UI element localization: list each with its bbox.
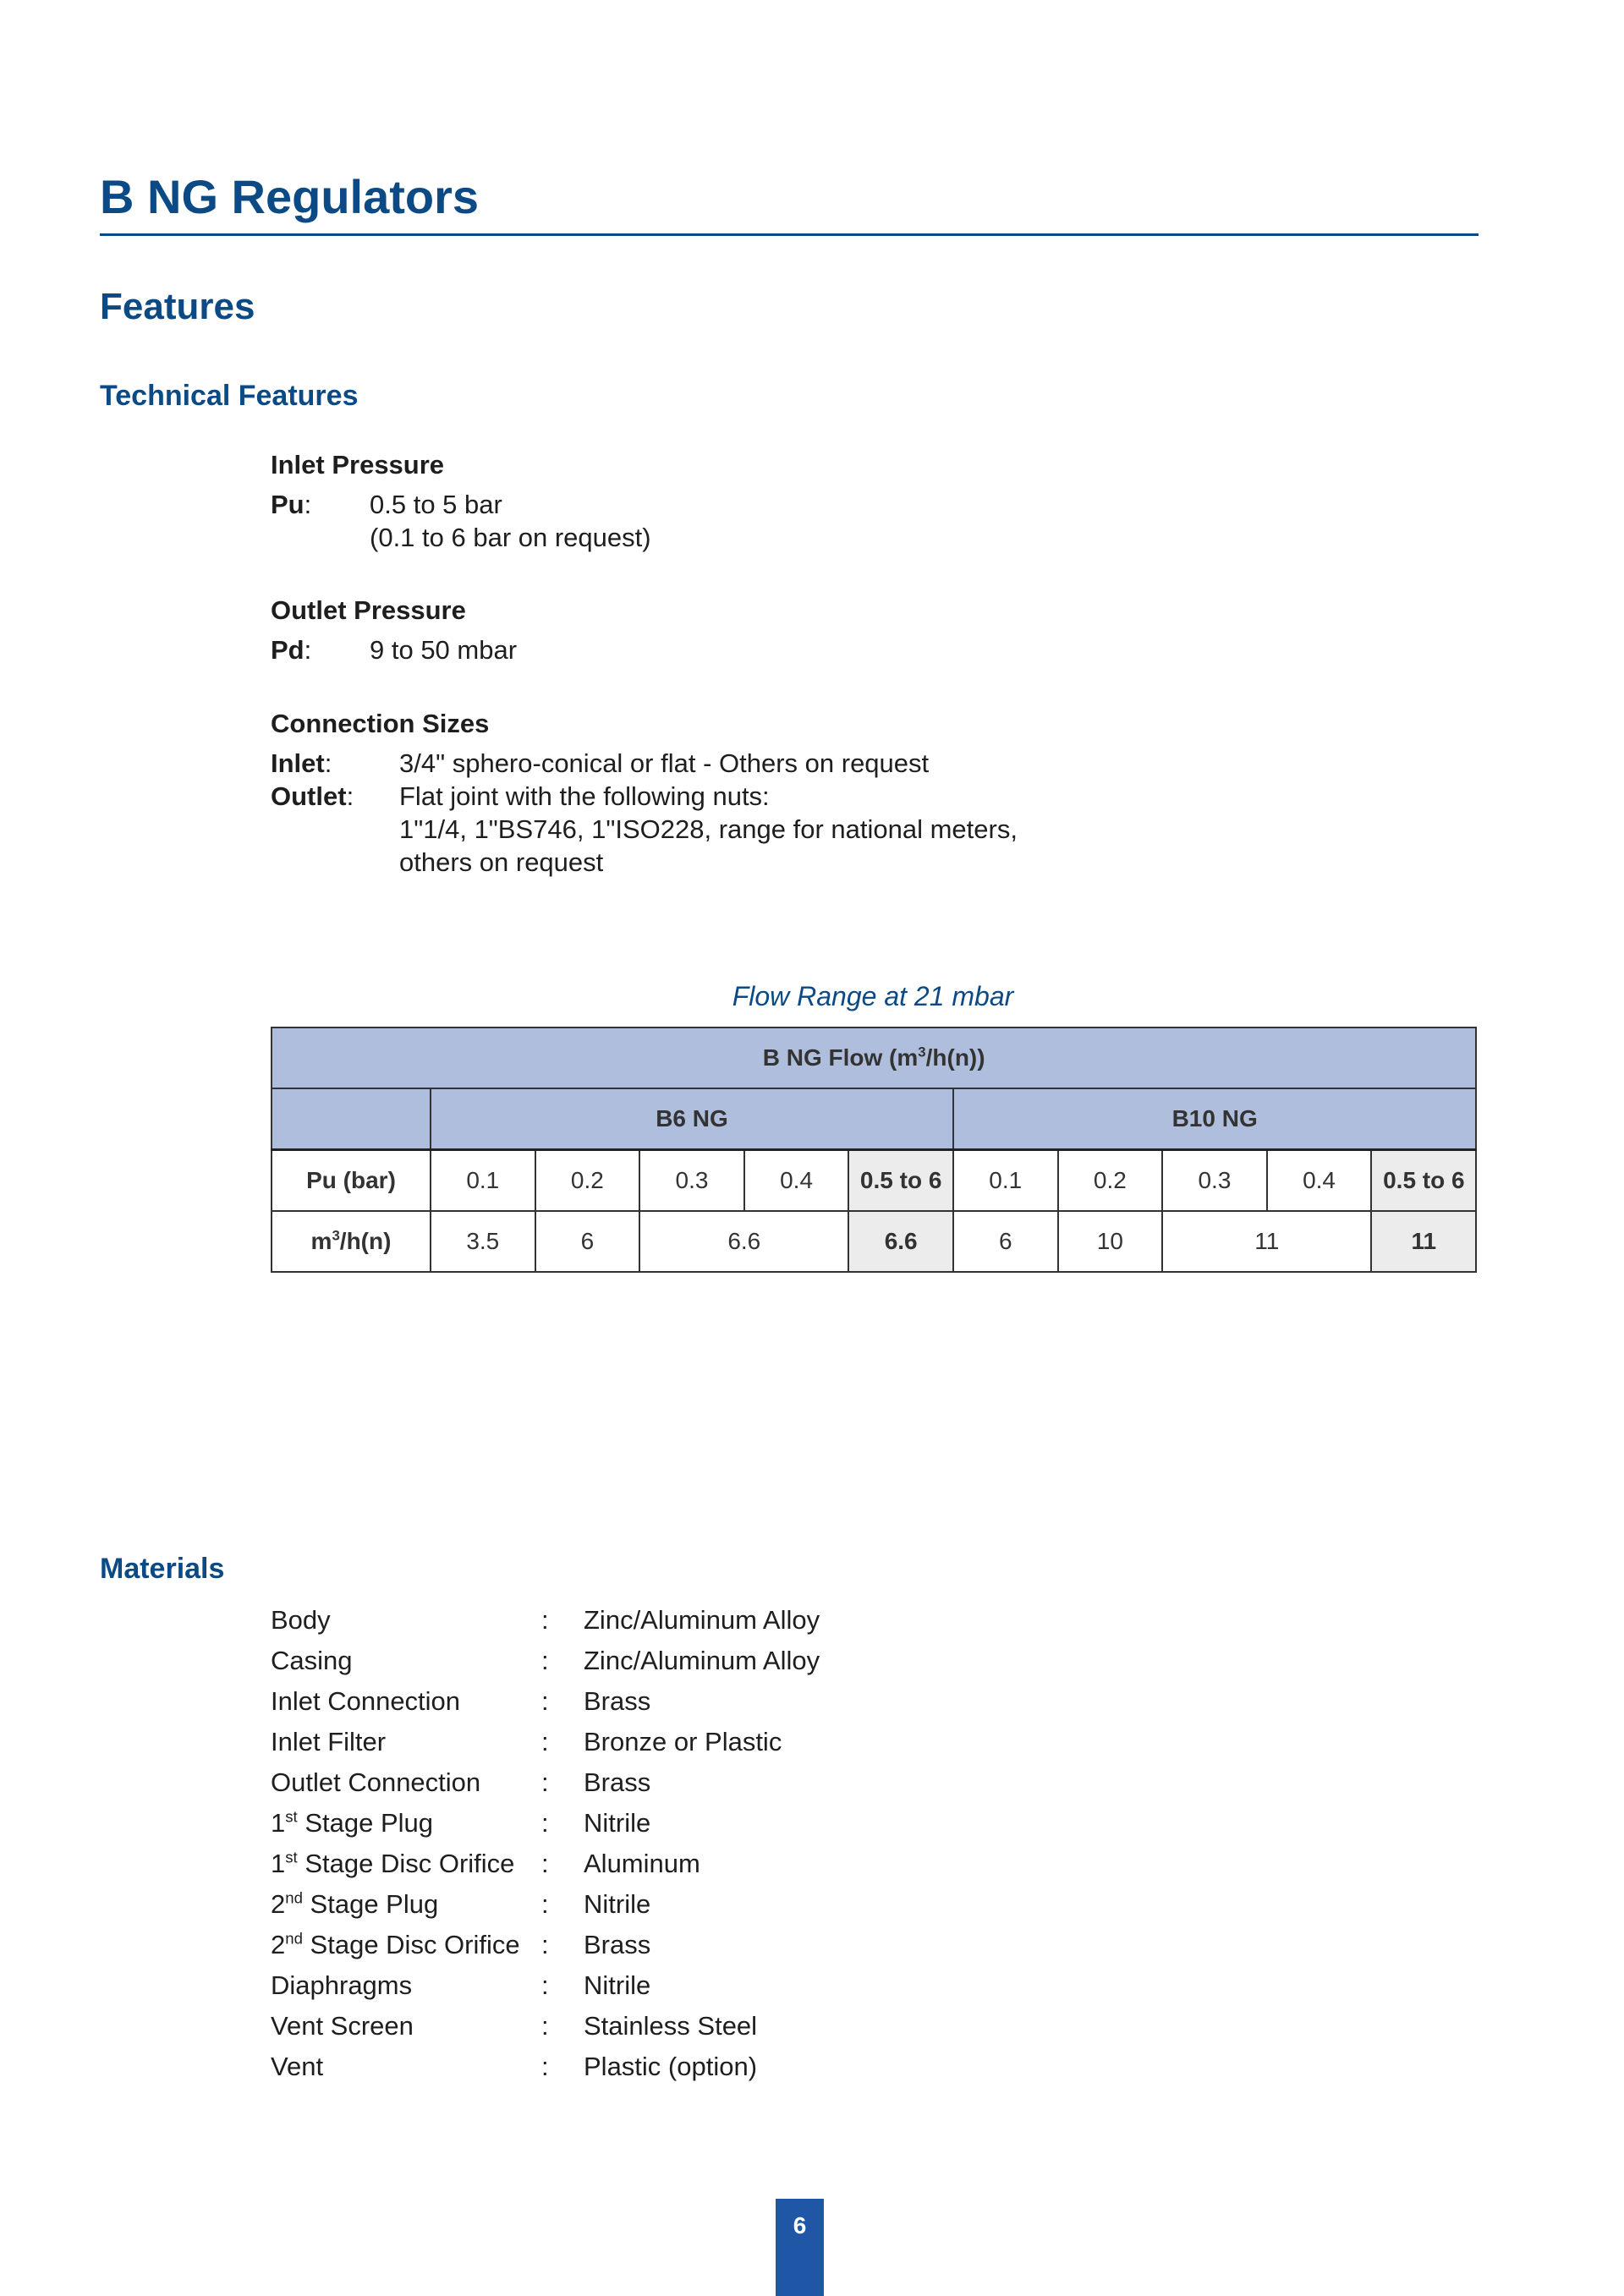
material-label-suffix: Stage Plug [302, 1889, 439, 1919]
material-label [271, 1808, 541, 1838]
material-value: Brass [584, 1930, 651, 1959]
connection-inlet-label-cell [271, 747, 399, 780]
material-colon: : [541, 1605, 549, 1635]
flow-label-prefix: m [310, 1228, 332, 1254]
material-colon: : [541, 2011, 549, 2041]
pu-row-label: Pu (bar) [272, 1150, 431, 1212]
material-label-suffix: Stage Disc Orifice [302, 1930, 520, 1959]
pu-cell: 0.4 [1267, 1150, 1372, 1212]
table-group-row [272, 1088, 1476, 1150]
materials-list [271, 1600, 820, 2087]
material-value: Stainless Steel [584, 2011, 758, 2041]
material-label [271, 2011, 541, 2041]
list-item [271, 1884, 820, 1925]
connection-inlet-value: 3/4" sphero-conical or flat - Others on request [399, 748, 930, 778]
material-value: Zinc/Aluminum Alloy [584, 1605, 820, 1635]
material-colon: : [541, 1970, 549, 2000]
material-label-text: 1 [271, 1849, 286, 1878]
outlet-pressure-block [271, 594, 517, 666]
material-colon: : [541, 2052, 549, 2081]
pu-cell: 0.5 to 6 [1371, 1150, 1476, 1212]
connection-outlet-line3: others on request [399, 847, 604, 877]
material-label-ordinal: nd [285, 1888, 303, 1907]
connection-outlet-label: Outlet [271, 781, 347, 811]
inlet-pressure-block [271, 448, 651, 554]
flow-table-caption: Flow Range at 21 mbar [732, 981, 1014, 1011]
material-value: Plastic (option) [584, 2052, 758, 2081]
connection-inlet-colon: : [324, 748, 332, 778]
material-label-text: 2 [271, 1889, 286, 1919]
material-label [271, 1727, 541, 1757]
material-label [271, 1970, 541, 2001]
inlet-pressure-value: 0.5 to 5 bar [370, 490, 502, 519]
material-value: Nitrile [584, 1889, 651, 1919]
flow-cell: 3.5 [431, 1211, 535, 1272]
flow-cell: 11 [1162, 1211, 1371, 1272]
page-title: B NG Regulators [100, 170, 480, 223]
connection-sizes-heading: Connection Sizes [271, 709, 490, 738]
outlet-pressure-label: Pd [271, 635, 304, 665]
list-item [271, 1844, 820, 1884]
material-label [271, 1849, 541, 1879]
material-colon: : [541, 1727, 549, 1756]
connection-outlet-row [271, 780, 1018, 813]
table-header-row [272, 1027, 1476, 1088]
connection-outlet-line2: 1"1/4, 1"BS746, 1"ISO228, range for national meters, [399, 814, 1018, 844]
material-label-text: Body [271, 1605, 331, 1635]
material-colon: : [541, 1930, 549, 1959]
title-divider [100, 233, 1479, 236]
connection-sizes-block [271, 707, 1018, 879]
materials-heading: Materials [100, 1553, 225, 1585]
connection-outlet-colon: : [346, 781, 354, 811]
flow-cell: 6 [953, 1211, 1058, 1272]
flow-cell: 6.6 [848, 1211, 953, 1272]
inlet-pressure-row [271, 488, 651, 521]
material-value: Zinc/Aluminum Alloy [584, 1646, 820, 1675]
material-value: Bronze or Plastic [584, 1727, 782, 1756]
outlet-pressure-label-cell [271, 633, 370, 666]
pu-cell: 0.1 [953, 1150, 1058, 1212]
connection-inlet-row [271, 747, 1018, 780]
list-item [271, 2047, 820, 2087]
material-label-suffix: Stage Disc Orifice [297, 1849, 515, 1878]
material-label-text: Vent Screen [271, 2011, 414, 2041]
list-item [271, 1965, 820, 2006]
material-label [271, 1767, 541, 1798]
material-value: Nitrile [584, 1808, 651, 1838]
material-label-text: 2 [271, 1930, 286, 1959]
page-number: 6 [776, 2199, 824, 2296]
material-colon: : [541, 1767, 549, 1797]
outlet-pressure-colon: : [304, 635, 312, 665]
material-label-text: Casing [271, 1646, 353, 1675]
material-label [271, 1930, 541, 1960]
header-prefix: B NG Flow (m [762, 1044, 919, 1071]
inlet-pressure-label: Pu [271, 490, 304, 519]
header-sup: 3 [918, 1044, 926, 1060]
flow-label-sup: 3 [332, 1227, 340, 1244]
outlet-pressure-heading: Outlet Pressure [271, 595, 466, 625]
pu-cell: 0.5 to 6 [848, 1150, 953, 1212]
material-colon: : [541, 1849, 549, 1878]
pu-cell: 0.3 [639, 1150, 744, 1212]
material-label-text: Inlet Connection [271, 1686, 461, 1716]
list-item [271, 2006, 820, 2047]
list-item [271, 1803, 820, 1844]
material-label [271, 2052, 541, 2082]
table-row [272, 1211, 1476, 1272]
flow-row-label [272, 1211, 431, 1272]
flow-range-table [271, 1027, 1477, 1273]
material-label-text: Outlet Connection [271, 1767, 481, 1797]
outlet-pressure-row [271, 633, 517, 666]
connection-outlet-value: Flat joint with the following nuts: [399, 781, 770, 811]
inlet-pressure-colon: : [304, 490, 312, 519]
pu-cell: 0.4 [744, 1150, 849, 1212]
material-colon: : [541, 1889, 549, 1919]
table-row [272, 1150, 1476, 1212]
flow-cell: 6.6 [639, 1211, 848, 1272]
flow-cell: 11 [1371, 1211, 1476, 1272]
material-value: Nitrile [584, 1970, 651, 2000]
material-label-text: Inlet Filter [271, 1727, 387, 1756]
material-value: Aluminum [584, 1849, 700, 1878]
material-label [271, 1646, 541, 1676]
material-label [271, 1686, 541, 1717]
material-label-ordinal: st [285, 1807, 298, 1826]
inlet-pressure-heading: Inlet Pressure [271, 450, 445, 479]
material-label [271, 1605, 541, 1636]
list-item [271, 1600, 820, 1641]
list-item [271, 1925, 820, 1965]
flow-label-suffix: /h(n) [339, 1228, 392, 1254]
list-item [271, 1641, 820, 1681]
material-colon: : [541, 1646, 549, 1675]
group-corner-cell [272, 1088, 431, 1150]
connection-outlet-label-cell [271, 780, 399, 813]
outlet-pressure-value: 9 to 50 mbar [370, 635, 518, 665]
material-label-text: 1 [271, 1808, 286, 1838]
material-value: Brass [584, 1686, 651, 1716]
group-b6-ng: B6 NG [431, 1088, 953, 1150]
material-label-suffix: Stage Plug [297, 1808, 434, 1838]
pu-cell: 0.2 [1058, 1150, 1163, 1212]
technical-features-heading: Technical Features [100, 380, 359, 412]
inlet-pressure-note: (0.1 to 6 bar on request) [370, 523, 651, 552]
group-b10-ng: B10 NG [953, 1088, 1476, 1150]
header-suffix: /h(n)) [925, 1044, 985, 1071]
material-label-ordinal: nd [285, 1929, 303, 1948]
material-label-ordinal: st [285, 1848, 298, 1866]
features-heading: Features [100, 286, 255, 327]
pu-cell: 0.2 [535, 1150, 640, 1212]
list-item [271, 1762, 820, 1803]
list-item [271, 1681, 820, 1722]
inlet-pressure-label-cell [271, 488, 370, 521]
material-value: Brass [584, 1767, 651, 1797]
connection-inlet-label: Inlet [271, 748, 325, 778]
flow-cell: 6 [535, 1211, 640, 1272]
pu-cell: 0.3 [1162, 1150, 1267, 1212]
pu-cell: 0.1 [431, 1150, 535, 1212]
material-colon: : [541, 1686, 549, 1716]
list-item [271, 1722, 820, 1762]
material-label-text: Vent [271, 2052, 324, 2081]
table-main-header [272, 1027, 1476, 1088]
material-label-text: Diaphragms [271, 1970, 413, 2000]
flow-cell: 10 [1058, 1211, 1163, 1272]
material-label [271, 1889, 541, 1920]
material-colon: : [541, 1808, 549, 1838]
